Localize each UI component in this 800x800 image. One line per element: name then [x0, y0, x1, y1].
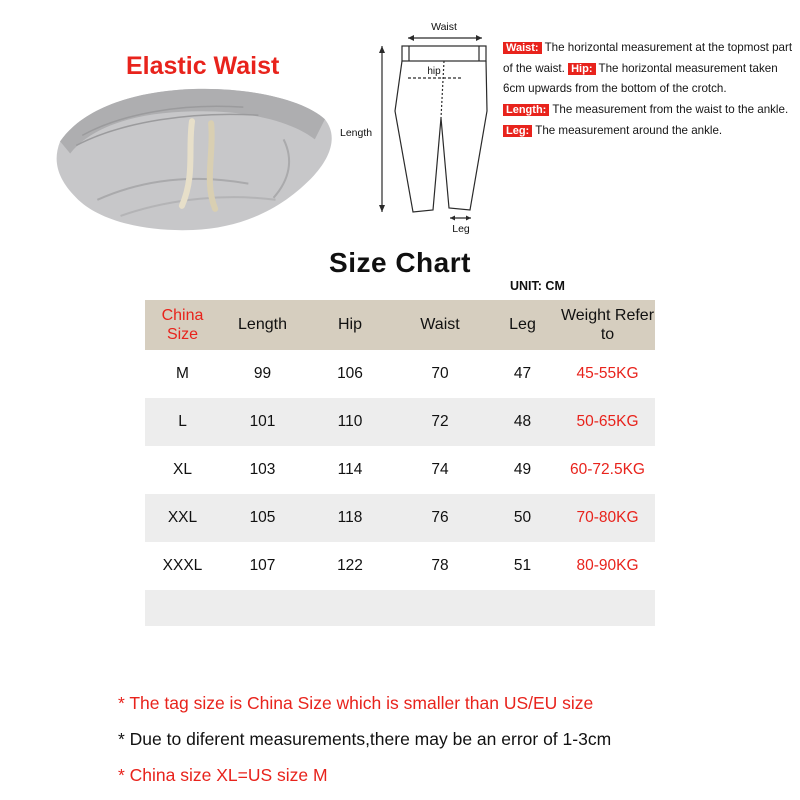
cell-weight: 50-65KG: [576, 413, 639, 430]
cell-waist: 74: [431, 461, 449, 478]
cell-weight: 60-72.5KG: [570, 461, 645, 478]
definition-text-hip: The horizontal measurement taken 6cm upwards from the bottom of the crotch.: [503, 61, 778, 96]
cell-hip: 114: [337, 461, 363, 478]
cell-length: 105: [249, 509, 276, 526]
cell-hip: 110: [337, 413, 363, 430]
cell-length: 103: [249, 461, 276, 478]
cell-hip: 118: [337, 509, 363, 526]
definition-text-length: The measurement from the waist to the ankle.: [552, 102, 789, 116]
cell-size: M: [176, 365, 189, 382]
definition-length: [503, 103, 788, 116]
cell-leg: 50: [513, 509, 532, 526]
cell-length: 99: [253, 365, 272, 382]
measurement-definitions: [503, 38, 797, 141]
cell-hip: 106: [337, 365, 363, 382]
cell-leg: 51: [513, 557, 532, 574]
column-header-weight: Weight Refer to: [560, 300, 655, 350]
definition-text-waist: The horizontal measurement at the topmost part of the waist.: [503, 41, 793, 75]
footnote-error-margin: * Due to diferent measurements,there may be an error of 1-3cm: [118, 728, 612, 749]
pants-measurement-diagram: [334, 16, 512, 238]
table-row-xxxl: [145, 542, 655, 590]
definition-term-leg: Leg:: [503, 125, 532, 137]
table-row-empty: [145, 590, 655, 626]
cell-waist: 72: [431, 413, 449, 430]
cell-length: 101: [249, 413, 276, 430]
cell-size: XXL: [167, 509, 198, 526]
cell-weight: 70-80KG: [576, 509, 639, 526]
diagram-leg-label: Leg: [452, 223, 470, 235]
size-chart-table: [145, 300, 655, 626]
footnote-size-conversion: * China size XL=US size M: [118, 764, 328, 785]
footnotes: [118, 686, 611, 794]
definition-term-length: Length:: [503, 104, 549, 116]
cell-leg: 49: [513, 461, 532, 478]
table-row-l: [145, 398, 655, 446]
column-header-china-size: China Size: [145, 300, 220, 350]
column-header-hip: Hip: [305, 300, 395, 350]
cell-length: 107: [249, 557, 276, 574]
cell-size: XXXL: [162, 557, 203, 574]
cell-size: XL: [173, 461, 192, 478]
cell-weight: 80-90KG: [576, 557, 639, 574]
table-row-m: [145, 350, 655, 398]
cell-waist: 78: [431, 557, 449, 574]
unit-label: UNIT: CM: [510, 279, 565, 293]
table-row-xl: [145, 446, 655, 494]
cell-waist: 76: [431, 509, 449, 526]
cell-waist: 70: [431, 365, 449, 382]
diagram-waist-label: Waist: [431, 21, 457, 33]
cell-weight: 45-55KG: [576, 365, 639, 382]
diagram-length-label: Length: [340, 127, 373, 139]
table-header-row: [145, 300, 655, 350]
hero-title: Elastic Waist: [126, 52, 280, 80]
diagram-hip-label: hip: [427, 66, 441, 77]
cell-hip: 122: [337, 557, 363, 574]
column-header-leg: Leg: [485, 300, 560, 350]
cell-leg: 47: [513, 365, 532, 382]
size-chart-title: Size Chart: [329, 247, 471, 278]
column-header-waist: Waist: [395, 300, 485, 350]
definition-term-waist: Waist:: [503, 42, 542, 54]
table-row-xxl: [145, 494, 655, 542]
column-header-length: Length: [220, 300, 305, 350]
sweatpants-photo: [42, 78, 344, 236]
cell-leg: 48: [513, 413, 532, 430]
footnote-tag-size: * The tag size is China Size which is smaller than US/EU size: [118, 693, 594, 713]
definition-term-hip: Hip:: [568, 63, 595, 75]
definition-leg: [503, 124, 722, 137]
definition-text-leg: The measurement around the ankle.: [535, 123, 723, 137]
empty-cell: [145, 590, 655, 626]
cell-size: L: [178, 413, 187, 430]
